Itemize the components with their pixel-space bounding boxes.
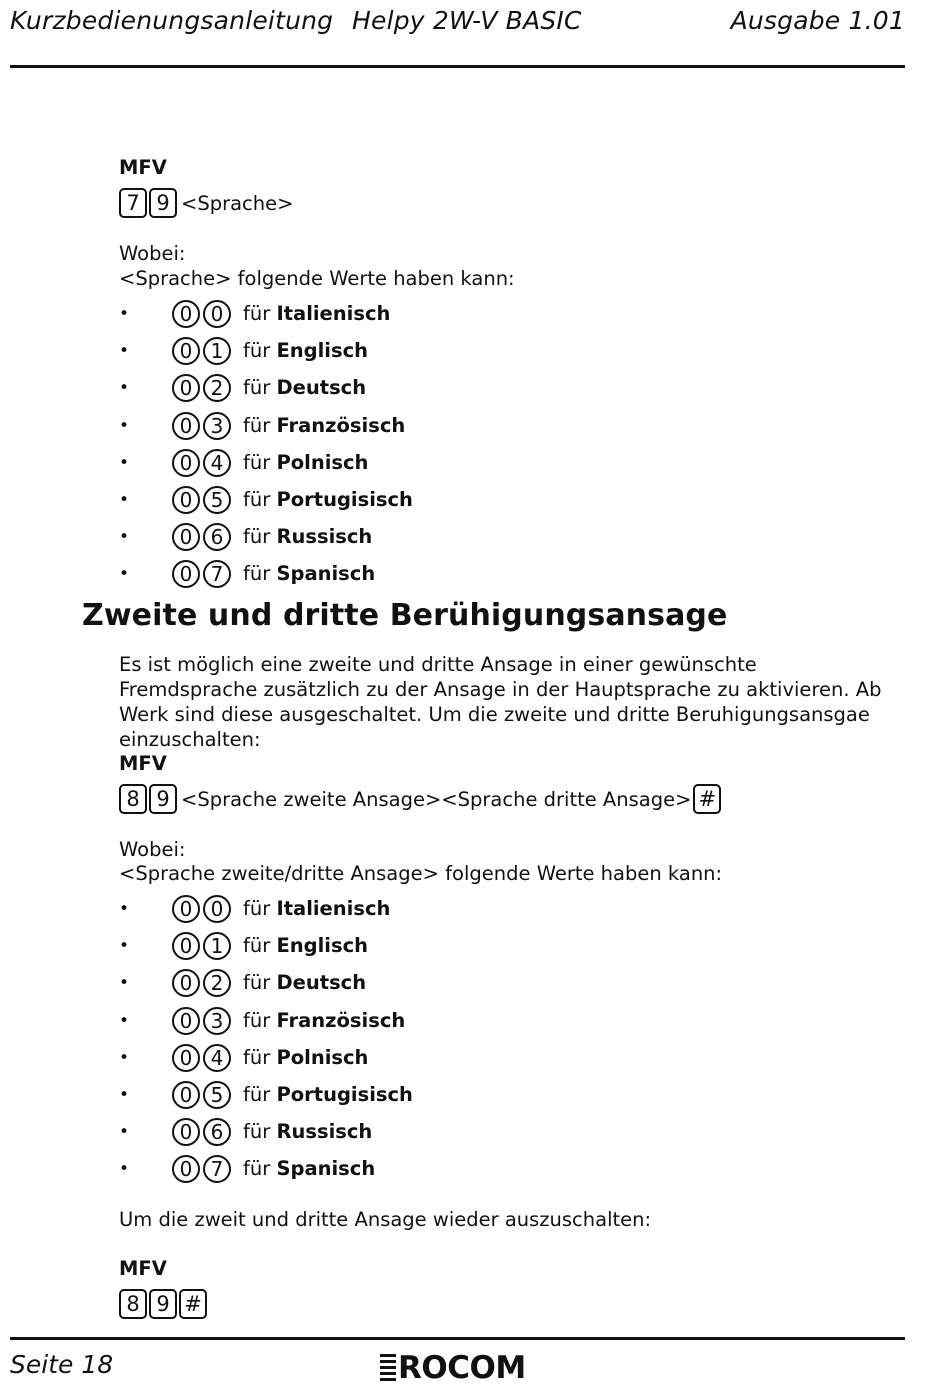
digit-circle: 0 (172, 1118, 200, 1146)
item-language: Polnisch (276, 1045, 369, 1069)
item-prefix: für (243, 934, 271, 958)
footer-rule (10, 1337, 905, 1340)
digit-circle: 0 (172, 895, 200, 923)
section-paragraph: Es ist möglich eine zweite und dritte Ansage in einer gewünschte Fremdsprache zusätzlich zu der Ansage in der Hauptsprache zu aktivieren. Ab Werk sind diese ausgeschaltet. Um die zweite und dritte Beruhigungsansgae einzuschalten: (119, 653, 882, 751)
item-prefix: für (243, 1157, 271, 1181)
code-circles (172, 932, 234, 960)
item-text (243, 562, 375, 585)
mfv-label: MFV (119, 752, 167, 775)
digit-circle: 0 (172, 374, 200, 402)
digit-circle: 0 (172, 412, 200, 440)
digit-circle: 4 (203, 1044, 231, 1072)
code-circles (172, 1044, 234, 1072)
key-hash: # (693, 784, 721, 814)
bullet-icon: • (119, 304, 130, 324)
bullet-icon: • (119, 936, 130, 957)
mfv-label: MFV (119, 1257, 167, 1280)
bullet-icon: • (119, 899, 130, 919)
item-text (243, 488, 413, 511)
bullet-icon: • (119, 1010, 130, 1031)
bullet-icon: • (119, 415, 130, 436)
code-circles (172, 374, 234, 402)
bullet-icon: • (119, 1122, 130, 1143)
item-language: Englisch (276, 934, 369, 958)
digit-circle: 1 (203, 337, 231, 365)
key-7: 7 (119, 188, 147, 218)
page-header (10, 6, 905, 46)
digit-circle: 5 (203, 1081, 231, 1109)
item-language: Polnisch (276, 450, 369, 474)
doc-title: Kurzbedienungsanleitung (10, 6, 334, 35)
bullet-icon: • (119, 1085, 130, 1105)
item-language: Englisch (276, 339, 369, 363)
item-text (243, 1083, 413, 1106)
bullet-icon: • (119, 1047, 130, 1068)
digit-circle: 2 (203, 969, 231, 997)
item-prefix: für (243, 302, 271, 325)
rocom-logo (380, 1351, 526, 1385)
item-prefix: für (243, 376, 271, 400)
bullet-icon: • (119, 527, 130, 548)
digit-circle: 0 (172, 486, 200, 514)
bullet-icon: • (119, 490, 130, 510)
mfv-label: MFV (119, 156, 167, 179)
key-9: 9 (149, 188, 177, 218)
digit-circle: 7 (203, 1155, 231, 1183)
key-sequence-language (119, 188, 293, 218)
item-prefix: für (243, 488, 271, 511)
item-text (243, 1009, 405, 1032)
item-text (243, 525, 372, 548)
digit-circle: 0 (172, 1081, 200, 1109)
item-text (243, 376, 366, 399)
edition: Ausgabe 1.01 (730, 6, 905, 35)
item-text (243, 1157, 375, 1180)
item-language: Spanisch (276, 1157, 376, 1181)
item-text (243, 1120, 372, 1143)
values-intro: <Sprache> folgende Werte haben kann: (119, 267, 515, 290)
code-circles (172, 895, 234, 923)
digit-circle: 0 (203, 300, 231, 328)
item-prefix: für (243, 562, 271, 586)
code-circles (172, 1081, 234, 1109)
wobei-label: Wobei: (119, 242, 186, 265)
item-language: Deutsch (276, 376, 367, 400)
off-intro: Um die zweit und dritte Ansage wieder auszuschalten: (119, 1208, 652, 1231)
bullet-icon: • (119, 341, 130, 362)
digit-circle: 0 (172, 449, 200, 477)
key-8: 8 (119, 1289, 147, 1319)
digit-circle: 6 (203, 1118, 231, 1146)
code-suffix: <Sprache> (181, 191, 294, 215)
code-circles (172, 969, 234, 997)
values-intro: <Sprache zweite/dritte Ansage> folgende Werte haben kann: (119, 862, 723, 885)
item-prefix: für (243, 450, 271, 474)
logo-mark-icon (380, 1354, 396, 1382)
bullet-icon: • (119, 564, 130, 585)
item-language: Spanisch (276, 562, 376, 586)
digit-circle: 0 (172, 523, 200, 551)
header-rule (10, 65, 905, 68)
digit-circle: 0 (172, 932, 200, 960)
digit-circle: 3 (203, 1007, 231, 1035)
item-text (243, 414, 405, 437)
code-circles (172, 449, 234, 477)
item-prefix: für (243, 525, 271, 549)
bullet-icon: • (119, 378, 130, 399)
key-sequence-second-third (119, 784, 723, 814)
product-name: Helpy 2W-V BASIC (352, 6, 582, 35)
item-text (243, 302, 390, 325)
bullet-icon: • (119, 452, 130, 473)
key-9: 9 (149, 784, 177, 814)
digit-circle: 3 (203, 412, 231, 440)
item-text (243, 1046, 368, 1069)
item-text (243, 451, 368, 474)
item-text (243, 339, 368, 362)
code-circles (172, 486, 234, 514)
bullet-icon: • (119, 1159, 130, 1180)
digit-circle: 1 (203, 932, 231, 960)
code-circles (172, 412, 234, 440)
item-prefix: für (243, 971, 271, 995)
digit-circle: 0 (172, 1007, 200, 1035)
item-language: Italienisch (276, 302, 391, 325)
digit-circle: 0 (172, 1155, 200, 1183)
item-prefix: für (243, 897, 271, 920)
item-language: Portugisisch (276, 488, 413, 511)
digit-circle: 5 (203, 486, 231, 514)
key-9: 9 (149, 1289, 177, 1319)
digit-circle: 7 (203, 560, 231, 588)
item-text (243, 971, 366, 994)
section-heading: Zweite und dritte Berühigungsansage (82, 598, 728, 633)
code-circles (172, 560, 234, 588)
digit-circle: 0 (203, 895, 231, 923)
item-text (243, 897, 390, 920)
item-language: Italienisch (276, 897, 391, 920)
wobei-label: Wobei: (119, 838, 186, 861)
item-language: Portugisisch (276, 1083, 413, 1106)
item-text (243, 934, 368, 957)
digit-circle: 0 (172, 300, 200, 328)
logo-wordmark: ROCOM (398, 1349, 526, 1386)
code-circles (172, 337, 234, 365)
item-language: Französisch (276, 1008, 406, 1032)
key-hash: # (179, 1289, 207, 1319)
item-prefix: für (243, 1045, 271, 1069)
digit-circle: 0 (172, 560, 200, 588)
digit-circle: 6 (203, 523, 231, 551)
digit-circle: 2 (203, 374, 231, 402)
code-circles (172, 1118, 234, 1146)
code-circles (172, 300, 234, 328)
item-prefix: für (243, 1008, 271, 1032)
key-sequence-off (119, 1289, 209, 1319)
digit-circle: 4 (203, 449, 231, 477)
item-language: Deutsch (276, 971, 367, 995)
digit-circle: 0 (172, 1044, 200, 1072)
key-8: 8 (119, 784, 147, 814)
code-circles (172, 1155, 234, 1183)
digit-circle: 0 (172, 969, 200, 997)
digit-circle: 0 (172, 337, 200, 365)
code-suffix: <Sprache zweite Ansage><Sprache dritte Ansage> (181, 787, 692, 811)
item-language: Russisch (276, 1120, 373, 1144)
page-number: Seite 18 (10, 1350, 114, 1379)
item-prefix: für (243, 339, 271, 363)
code-circles (172, 523, 234, 551)
code-circles (172, 1007, 234, 1035)
item-language: Russisch (276, 525, 373, 549)
bullet-icon: • (119, 973, 130, 994)
item-prefix: für (243, 1083, 271, 1106)
item-prefix: für (243, 1120, 271, 1144)
item-language: Französisch (276, 413, 406, 437)
item-prefix: für (243, 413, 271, 437)
